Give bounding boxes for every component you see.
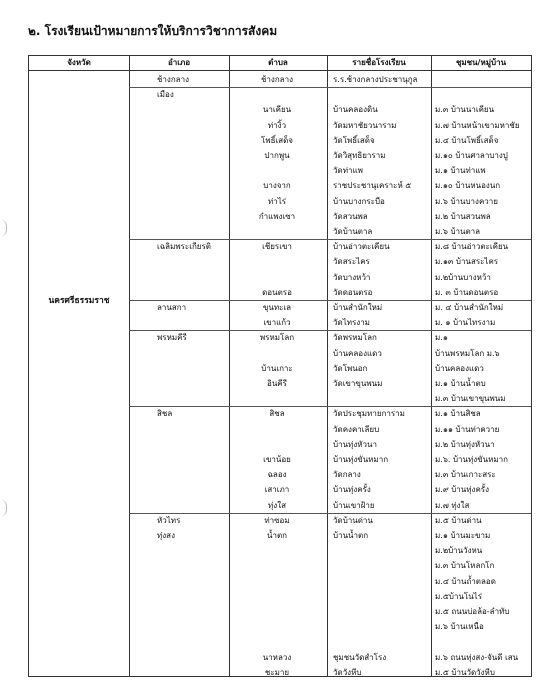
district-cell (157, 316, 227, 330)
village-cell: ม.๗ ทุ่งใส (435, 500, 470, 510)
district-cell (157, 575, 227, 589)
school-cell: วัดบ้านตาล (333, 227, 373, 236)
subdistrict-cell (229, 590, 325, 604)
school-cell: บ้านทุ่งครั้ง (333, 485, 371, 495)
village-cell: ม.๔ บ้านถ้ำตลอด (435, 576, 496, 586)
village-cell: ม.๖ บ้านเหนือ (435, 622, 484, 632)
section-heading: ๒. โรงเรียนเป้าหมายการให้บริการวิชาการสังคม (28, 24, 278, 38)
village-cell (435, 88, 529, 102)
subdistrict-cell (229, 164, 325, 178)
village-cell: ม.๑ บ้านน้ำตบ (435, 379, 486, 388)
subdistrict-cell (229, 544, 325, 558)
village-cell: ม.๑ บ้านมะขาม (435, 531, 491, 540)
school-cell (333, 88, 429, 102)
school-cell: วัดวิสุทธิยาราม (333, 151, 386, 160)
school-cell (333, 559, 429, 573)
school-table (28, 55, 532, 677)
subdistrict-cell: ท่าซอม (264, 515, 290, 525)
district-cell (157, 453, 227, 467)
district-cell (157, 149, 227, 163)
subdistrict-cell (229, 438, 325, 452)
school-cell (333, 590, 429, 604)
row-divider (129, 300, 531, 301)
village-cell: ม. ๓ บ้านดอนตรอ (435, 287, 499, 297)
header-province: จังหวัด (67, 58, 91, 67)
school-cell: วัดคงคาเลียบ (333, 424, 380, 434)
district-cell (157, 438, 227, 452)
subdistrict-cell: ฉลอง (267, 470, 287, 480)
subdistrict-cell (229, 575, 325, 589)
subdistrict-cell: บ้านเกาะ (261, 363, 293, 373)
district-cell: ทุ่งสง (157, 531, 175, 540)
district-cell (157, 255, 227, 269)
district-cell (157, 544, 227, 558)
district-cell (157, 666, 227, 680)
school-cell: บ้านสำนักใหม่ (333, 303, 383, 312)
district-cell (157, 559, 227, 573)
district-cell: เมือง (157, 90, 174, 100)
village-cell: บ้านพรหมโลก ม.๖ (435, 348, 500, 358)
school-cell: วัดมหาชัยวนาราม (333, 120, 397, 130)
village-cell: บ้านคลองแดว (435, 363, 484, 373)
village-cell: ม.๖ บ้านบางควาย (435, 196, 498, 206)
school-cell: วัดวังหีบ (333, 667, 362, 677)
school-cell: วัดโพนอก (333, 363, 368, 373)
village-cell: ม.๕บ้านโนไร่ (435, 591, 482, 601)
village-cell: ม.๑ บ้านสิชล (435, 409, 481, 419)
school-cell: วัดดอนตรอ (333, 287, 373, 297)
village-cell: ม.๑๐ บ้านศาลาบางปู (435, 151, 508, 160)
subdistrict-cell: เชียรเขา (262, 242, 292, 252)
subdistrict-cell (229, 620, 325, 634)
subdistrict-cell (229, 423, 325, 437)
village-cell: ม.๖ ถนนทุ่งสง-จันดี เสน (435, 652, 519, 662)
subdistrict-cell (229, 392, 325, 406)
subdistrict-cell (229, 347, 325, 361)
village-cell: ม.๑๓ บ้านสระไคร (435, 257, 499, 267)
row-divider (129, 513, 531, 514)
district-cell (157, 392, 227, 406)
village-cell: ม.๕ บ้านวัดวังหีบ (435, 667, 495, 677)
school-cell (333, 544, 429, 558)
row-divider (129, 406, 531, 407)
subdistrict-cell: น้ำตก (267, 531, 287, 540)
subdistrict-cell: ดอนตรอ (262, 287, 292, 297)
school-cell: วัดกลาง (333, 470, 361, 480)
subdistrict-cell: บางจาก (263, 181, 291, 191)
district-cell: พรหมคีรี (157, 333, 187, 343)
village-cell: ม.๙ บ้านทุ่งครั้ง (435, 485, 489, 495)
subdistrict-cell: ช้างกลาง (261, 75, 293, 84)
district-cell (157, 225, 227, 239)
subdistrict-cell: เขาน้อย (263, 455, 291, 464)
district-cell (157, 468, 227, 482)
header-village: ชุมชน/หมู่บ้าน (455, 58, 507, 67)
village-cell: ม.๓ บ้านเขาขุนพนม (435, 394, 506, 404)
subdistrict-cell (229, 225, 325, 239)
subdistrict-cell: ท่าไร่ (267, 196, 287, 206)
school-cell: บ้านทุ่งหัวนา (333, 439, 377, 449)
school-cell: วัดสระไคร (333, 257, 370, 267)
district-cell: ลานสกา (157, 303, 187, 312)
school-cell: บ้านคลองดิน (333, 105, 378, 115)
village-cell: ม.๖ บ้านตาล (435, 227, 481, 236)
district-cell (157, 605, 227, 619)
row-divider (129, 330, 531, 331)
column-divider (327, 56, 328, 676)
school-cell: บ้านคลองแดว (333, 348, 382, 358)
district-cell (157, 377, 227, 391)
village-cell (435, 73, 529, 87)
school-cell (333, 605, 429, 619)
subdistrict-cell (229, 255, 325, 269)
subdistrict-cell: เสาเภา (264, 485, 290, 495)
table-header (29, 56, 531, 71)
district-cell (157, 286, 227, 300)
district-cell (157, 179, 227, 193)
school-cell: บ้านอ่าวตะเคียน (333, 242, 390, 252)
header-school: รายชื่อโรงเรียน (352, 58, 406, 67)
village-cell: ม.๒บ้านบางหว้า (435, 272, 491, 282)
school-cell: ชุมชนวัดสำโรง (333, 652, 387, 662)
village-cell: ม.๑๑ บ้านท่าควาย (435, 424, 500, 434)
district-cell (157, 347, 227, 361)
row-divider (129, 87, 531, 88)
district-cell: ช้างกลาง (157, 75, 189, 84)
village-cell: ม.๗ บ้านหน้าเขามหาชัย (435, 120, 520, 130)
district-cell (157, 195, 227, 209)
district-cell: หัวไทร (157, 515, 181, 525)
school-cell: วัดไทรงาม (333, 318, 370, 328)
subdistrict-cell (229, 635, 325, 649)
village-cell: ม.๓ บ้านเกาะสระ (435, 470, 496, 480)
district-cell (157, 620, 227, 634)
school-cell (333, 620, 429, 634)
village-cell: ม.๒บ้านวังหน (435, 546, 483, 556)
village-cell: ม.๒ บ้านสวนพล (435, 211, 491, 221)
district-cell (157, 499, 227, 513)
district-cell (157, 362, 227, 376)
village-cell: ม.๑ บ้านท่าแพ (435, 166, 486, 176)
subdistrict-cell: พรหมโลก (259, 333, 295, 343)
district-cell: เฉลิมพระเกียรติ (157, 242, 211, 252)
subdistrict-cell: นาหลวง (262, 652, 292, 662)
subdistrict-cell (229, 271, 325, 285)
village-cell: ม.๘ บ้านอ่าวตะเคียน (435, 242, 509, 252)
school-cell: บ้านทุ่งขันหมาก (333, 455, 389, 464)
subdistrict-cell: อินคีรี (267, 379, 287, 388)
school-cell: บ้านเขาฝ้าย (333, 500, 375, 510)
school-cell: วัดประชุมทายการาม (333, 409, 405, 419)
village-cell: ม.๑ (435, 333, 448, 343)
district-cell (157, 164, 227, 178)
column-divider (129, 56, 130, 676)
district-cell (157, 134, 227, 148)
village-cell: ม.๒ บ้านทุ่งหัวนา (435, 439, 495, 449)
province-label: นครศรีธรรมราช (48, 296, 110, 306)
district-cell (157, 271, 227, 285)
school-cell: วัดบ้านด่าน (333, 515, 373, 525)
village-cell: ม.๔ บ้านโพธิ์เสด็จ (435, 135, 499, 145)
school-cell (333, 392, 429, 406)
school-cell: วัดเขาขุนพนม (333, 379, 383, 388)
school-cell: วัดพรหมโลก (333, 333, 377, 343)
school-cell: ราชประชานุเคราะห์ ๕ (333, 181, 412, 191)
subdistrict-cell: นาเคียน (262, 105, 292, 115)
village-cell: ม.๓ บ้านนาเคียน (435, 105, 495, 115)
district-cell (157, 210, 227, 224)
subdistrict-cell: ปากพูน (264, 151, 290, 160)
subdistrict-cell: ขุนทะเล (262, 303, 292, 312)
school-cell: ร.ร.ช้างกลางประชานุกูล (333, 75, 418, 84)
subdistrict-cell (229, 605, 325, 619)
village-cell: ม.๑๐ บ้านหนองนก (435, 181, 501, 191)
subdistrict-cell: ชะมาย (264, 667, 290, 677)
district-cell (157, 103, 227, 117)
district-cell: สิชล (157, 409, 173, 419)
header-subdistrict: ตำบล (268, 58, 288, 67)
village-cell: ม.๕ ถนนบ่อล้อ-ลำทับ (435, 607, 510, 616)
school-cell (333, 635, 429, 649)
district-cell (157, 483, 227, 497)
school-cell: วัดโพธิ์เสด็จ (333, 135, 375, 145)
subdistrict-cell: ท่างิ้ว (267, 120, 287, 130)
column-divider (431, 56, 432, 676)
scan-edge-mark (0, 500, 7, 516)
school-cell: บ้านน้ำตก (333, 531, 369, 540)
district-cell (157, 651, 227, 665)
school-cell: วัดท่าแพ (333, 166, 363, 176)
school-cell: วัดสวนพล (333, 211, 368, 221)
school-cell: วัดบางหว้า (333, 272, 371, 282)
district-cell (157, 119, 227, 133)
village-cell: ม.๕ บ้านด่าน (435, 515, 482, 525)
village-cell: ม. ๑ บ้านไทรงาม (435, 318, 496, 328)
scan-edge-mark (0, 220, 7, 236)
district-cell (157, 590, 227, 604)
subdistrict-cell: สิชล (269, 409, 285, 419)
header-district: อำเภอ (167, 58, 191, 67)
subdistrict-cell: เขาแก้ว (263, 318, 291, 328)
subdistrict-cell (229, 88, 325, 102)
village-cell: ม.๖. บ้านทุ่งขันหมาก (435, 455, 509, 464)
subdistrict-cell: ทุ่งใส (268, 500, 286, 510)
school-cell: บ้านบางกระบือ (333, 196, 385, 206)
village-cell (435, 635, 529, 649)
row-divider (129, 239, 531, 240)
subdistrict-cell: โพธิ์เสด็จ (261, 135, 293, 145)
village-cell: ม. ๔ บ้านสำนักใหม่ (435, 303, 504, 312)
subdistrict-cell (229, 559, 325, 573)
school-cell (333, 575, 429, 589)
village-cell: ม.๓ บ้านโหลกโก (435, 561, 495, 571)
district-cell (157, 635, 227, 649)
district-cell (157, 423, 227, 437)
subdistrict-cell: กำแพงเซา (258, 211, 296, 221)
